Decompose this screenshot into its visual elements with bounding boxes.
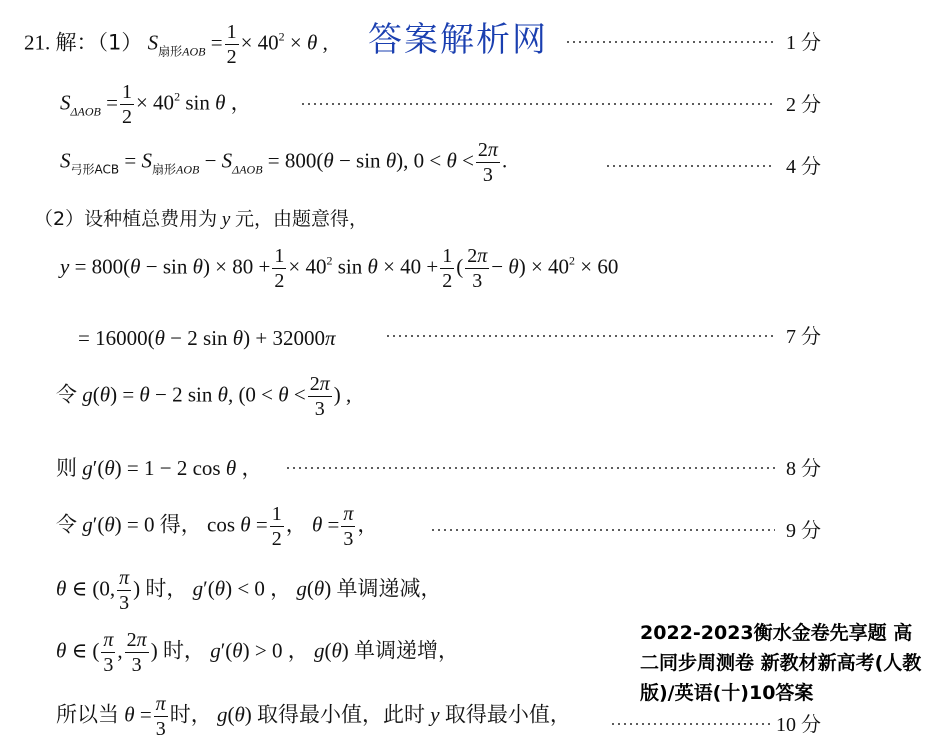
suoyi-text: 所以当	[56, 702, 119, 727]
ling-text: 令	[56, 512, 77, 537]
fraction-half: $\frac{1}{2}$	[226, 21, 237, 68]
source-banner: 2022-2023衡水金卷先享题 高二同步周测卷 新教材新高考(人教版)/英语(十)10答案	[640, 622, 922, 704]
score-12: 10 分	[776, 714, 821, 736]
fraction-2pi-3: $\frac{2\pi}{3}$	[477, 139, 498, 186]
leader-dots	[430, 520, 775, 534]
increasing-text: 单调递增，	[354, 638, 460, 663]
solution-line-10	[0, 566, 929, 622]
fraction-pi-3: $\frac{\pi}{3}$	[155, 693, 166, 740]
score-8: 8 分	[786, 458, 821, 480]
line10-math: θ ∈ (0, $\frac{\pi}{3}$ ) 时， g′(θ) < 0 ， g(θ) 单调递减，	[56, 567, 442, 614]
shi-text: 时，	[145, 576, 188, 601]
watermark-text: 答案解析网	[368, 20, 548, 60]
de-text: 得，	[159, 512, 202, 537]
fraction-pi-3: $\frac{\pi}{3}$	[343, 503, 354, 550]
fraction-pi-3: $\frac{\pi}{3}$	[103, 629, 114, 676]
part1-label: （1）	[97, 30, 143, 55]
leader-dots	[285, 458, 775, 472]
fraction-pi-3: $\frac{\pi}{3}$	[119, 567, 130, 614]
line11-math: θ ∈ ( $\frac{\pi}{3}$ , $\frac{2\pi}{3}$ ) 时， g′(θ) > 0 ， g(θ) 单调递增，	[56, 629, 460, 676]
solution-line-9	[0, 502, 929, 558]
line6-math: = 16000(θ − 2 sin θ) + 32000π	[78, 326, 336, 350]
leader-dots	[300, 94, 775, 108]
leader-dots	[605, 156, 775, 170]
solution-line-8	[0, 442, 929, 498]
score-1: 1 分	[786, 32, 821, 54]
solution-line-6	[0, 318, 929, 374]
solution-label: 解：	[55, 30, 98, 55]
line4-math: （2）设种植总费用为 y 元，由题意得，	[34, 208, 369, 230]
line1-math: 21. 解：（1） $S_{扇形AOB}$ = $\frac{1}{2}$ × $40^2 \times \theta$ ,	[24, 21, 328, 68]
part2-tail: 元，由题意得，	[235, 208, 369, 230]
solution-line-5	[0, 244, 929, 300]
part2-label: （2）设种植总费用为	[34, 208, 218, 230]
solution-line-7	[0, 372, 929, 428]
decreasing-text: 单调递减，	[336, 576, 442, 601]
min-text: 取得最小值，此时	[257, 702, 426, 727]
fraction-half: $\frac{1}{2}$	[274, 245, 285, 292]
score-3: 4 分	[786, 156, 821, 178]
fraction-2pi-3: $\frac{2\pi}{3}$	[467, 245, 488, 292]
problem-number: 21.	[24, 30, 51, 55]
ling-text: 令	[56, 382, 77, 407]
sector-sub: 扇形	[158, 44, 183, 59]
line2-math: $S_{\Delta AOB}$ = $\frac{1}{2}$ × $40^2$ sin θ ，	[60, 81, 252, 128]
solution-line-2	[0, 70, 929, 126]
min-text-2: 取得最小值，	[444, 702, 571, 727]
leader-dots	[565, 32, 775, 46]
score-2: 2 分	[786, 94, 821, 116]
fraction-half: $\frac{1}{2}$	[121, 81, 132, 128]
solution-line-3	[0, 132, 929, 188]
line9-math: 令 g′(θ) = 0 得， cos θ = $\frac{1}{2}$ ， θ = $\frac{\pi}{3}$ ，	[56, 503, 379, 550]
shi-text: 时，	[162, 638, 205, 663]
ze-text: 则	[56, 456, 77, 480]
segment-sub: 弓形ACB	[70, 162, 120, 177]
line7-math: 令 g(θ) = θ − 2 sin θ, (0 < θ < $\frac{2\pi}{3}$ ) ,	[56, 373, 352, 420]
sector-sub: 扇形	[151, 162, 176, 177]
fraction-2pi-3: $\frac{2\pi}{3}$	[309, 373, 330, 420]
fraction-half: $\frac{1}{2}$	[271, 503, 282, 550]
line5-math: y = 800(θ − sin θ) × 80 + $\frac{1}{2}$ × $40^2$ sin θ × 40 + $\frac{1}{2}$ ( $\frac{2\pi}{3}$ − $\theta) \times 40^2 \times 60$	[60, 245, 619, 292]
fraction-2pi-3: $\frac{2\pi}{3}$	[126, 629, 147, 676]
shi-text: 时，	[169, 702, 212, 727]
line3-math: $S_{弓形ACB} = S_{扇形AOB} - S_{\Delta AOB} = 800(\theta - \sin \theta)$, 0 < θ < $\frac{2\pi}{3}$ .	[60, 139, 508, 186]
leader-dots	[385, 326, 775, 340]
score-9: 9 分	[786, 520, 821, 542]
line12-math: 所以当 θ = $\frac{\pi}{3}$ 时， g(θ) 取得最小值，此时 y 取得最小值，	[56, 693, 571, 740]
line8-math: 则 g′(θ) = 1 − 2 cos θ ，	[56, 456, 263, 480]
fraction-half: $\frac{1}{2}$	[442, 245, 453, 292]
leader-dots	[610, 714, 770, 728]
score-6: 7 分	[786, 326, 821, 348]
